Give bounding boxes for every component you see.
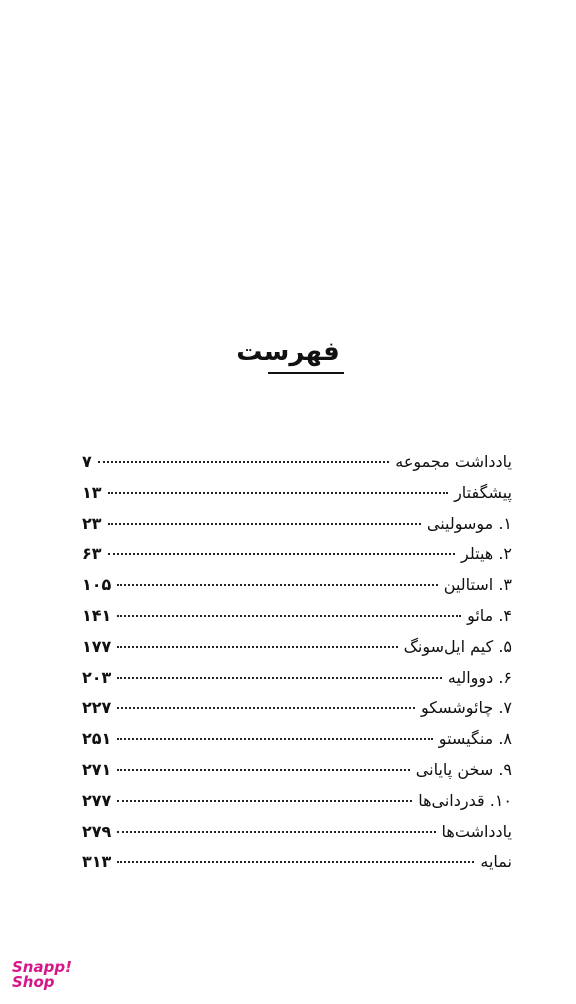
- toc-entry-title: ۳. استالین: [443, 575, 512, 595]
- watermark-line-1: Snapp!: [12, 958, 72, 976]
- toc-entry-page: ۲۰۳: [82, 667, 112, 687]
- toc-entry-title: ۱۰. قدردانی‌ها: [418, 790, 512, 810]
- dot-leader: [117, 861, 474, 863]
- toc-entry-page: ۲۷۱: [82, 759, 112, 779]
- toc-entry-title: ۵. کیم ایل‌سونگ: [403, 636, 512, 656]
- toc-entry-title: ۹. سخن پایانی: [415, 759, 512, 779]
- dot-leader: [98, 461, 389, 463]
- toc-entry-page: ۳۱۳: [82, 852, 112, 872]
- toc-entry-page: ۲۷۷: [82, 790, 112, 810]
- toc-entry: [82, 668, 512, 699]
- dot-leader: [117, 584, 438, 586]
- toc-entry-title: نمایه: [480, 852, 512, 872]
- dot-leader: [117, 677, 442, 679]
- toc-entry-page: ۲۷۹: [82, 821, 112, 841]
- heading-underline: [268, 372, 344, 374]
- dot-leader: [108, 492, 449, 494]
- toc-heading: فهرست: [236, 337, 340, 367]
- toc-entry: [82, 760, 512, 791]
- dot-leader: [108, 553, 455, 555]
- dot-leader: [117, 615, 461, 617]
- toc-entry: [82, 575, 512, 606]
- dot-leader: [108, 523, 421, 525]
- toc-entry-title: ۴. مائو: [467, 605, 512, 625]
- toc-entry-page: ۶۳: [82, 544, 102, 564]
- toc-entry: [82, 606, 512, 637]
- toc-entry-title: ۲. هیتلر: [461, 544, 512, 564]
- toc-entry-page: ۱۷۷: [82, 636, 112, 656]
- toc-heading-wrap: [0, 336, 576, 368]
- toc-entry: [82, 637, 512, 668]
- dot-leader: [117, 646, 397, 648]
- toc-entry: [82, 514, 512, 545]
- toc-entry-page: ۱۴۱: [82, 605, 112, 625]
- toc-entry-title: ۶. دووالیه: [447, 667, 512, 687]
- toc-entry: [82, 852, 512, 883]
- toc-entry: [82, 698, 512, 729]
- toc-entry-title: ۷. چائوشسکو: [420, 698, 512, 718]
- toc-entry-page: ۲۵۱: [82, 729, 112, 749]
- toc-entry-page: ۲۲۷: [82, 698, 112, 718]
- toc-entry-page: ۲۳: [82, 513, 102, 533]
- watermark-line-2: Shop: [12, 973, 55, 991]
- table-of-contents: [82, 452, 512, 883]
- toc-entry-title: یادداشت‌ها: [441, 821, 512, 841]
- toc-entry: [82, 544, 512, 575]
- toc-entry-title: پیشگفتار: [454, 482, 512, 502]
- toc-entry: [82, 452, 512, 483]
- toc-entry-page: ۱۳: [82, 482, 102, 502]
- toc-entry-page: ۷: [82, 452, 92, 471]
- dot-leader: [117, 800, 412, 802]
- dot-leader: [117, 831, 435, 833]
- toc-entry-title: یادداشت مجموعه: [395, 452, 512, 471]
- toc-entry: [82, 729, 512, 760]
- toc-entry: [82, 822, 512, 853]
- dot-leader: [117, 738, 433, 740]
- snapp-shop-watermark: [12, 960, 72, 990]
- toc-entry-title: ۸. منگیستو: [438, 729, 512, 749]
- toc-entry: [82, 791, 512, 822]
- toc-entry: [82, 483, 512, 514]
- dot-leader: [117, 769, 409, 771]
- toc-entry-title: ۱. موسولینی: [426, 513, 512, 533]
- dot-leader: [117, 707, 415, 709]
- toc-entry-page: ۱۰۵: [82, 575, 112, 595]
